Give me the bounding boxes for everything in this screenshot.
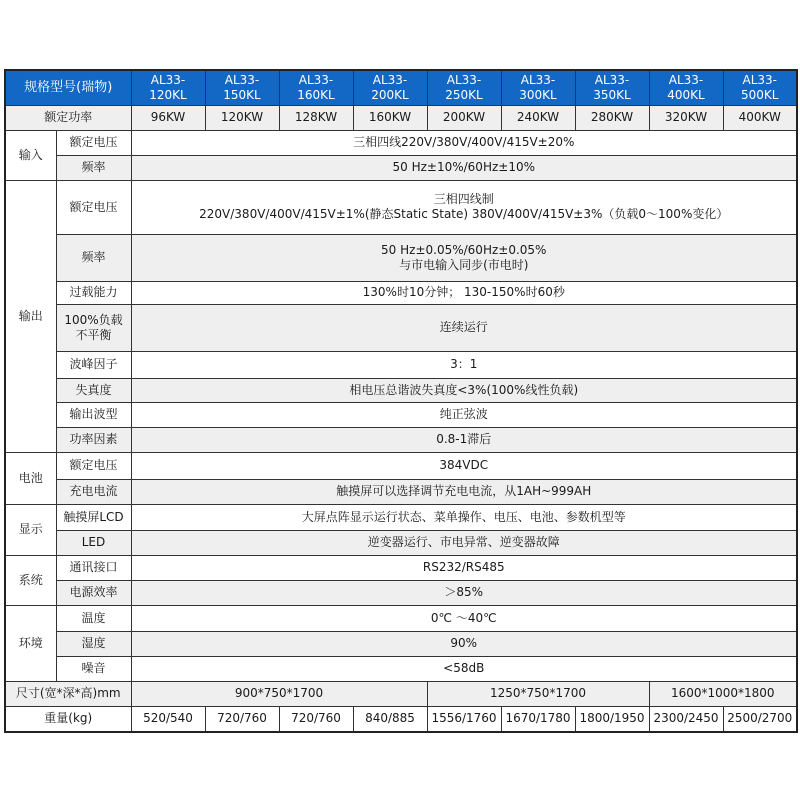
row-value: 90% xyxy=(131,631,797,656)
waveform-row xyxy=(5,402,797,427)
model-cell: AL33- 250KL xyxy=(427,70,501,105)
weight-value: 520/540 xyxy=(131,706,205,732)
row-label: 功率因素 xyxy=(56,427,131,452)
row-value: RS232/RS485 xyxy=(131,555,797,580)
power-value: 200KW xyxy=(427,105,501,130)
row-label: LED xyxy=(56,530,131,555)
row-label: 充电电流 xyxy=(56,479,131,504)
row-value: 逆变器运行、市电异常、逆变器故障 xyxy=(131,530,797,555)
weight-value: 720/760 xyxy=(205,706,279,732)
output-voltage-row xyxy=(5,180,797,234)
model-cell: AL33- 300KL xyxy=(501,70,575,105)
power-value: 128KW xyxy=(279,105,353,130)
power-value: 320KW xyxy=(649,105,723,130)
led-row xyxy=(5,530,797,555)
group-label-display: 显示 xyxy=(5,504,56,555)
row-label: 触摸屏LCD xyxy=(56,504,131,530)
weight-value: 1670/1780 xyxy=(501,706,575,732)
power-value: 400KW xyxy=(723,105,797,130)
weight-value: 1556/1760 xyxy=(427,706,501,732)
dimension-value: 1250*750*1700 xyxy=(427,681,649,706)
dimensions-row xyxy=(5,681,797,706)
comm-interface-row xyxy=(5,555,797,580)
row-label: 频率 xyxy=(56,155,131,180)
row-label: 频率 xyxy=(56,234,131,281)
row-label: 额定功率 xyxy=(5,105,131,130)
spec-table xyxy=(4,69,798,733)
input-voltage-row xyxy=(5,130,797,155)
row-value: 3：1 xyxy=(131,351,797,378)
weight-value: 2500/2700 xyxy=(723,706,797,732)
row-label: 噪音 xyxy=(56,656,131,681)
row-value: 384VDC xyxy=(131,452,797,479)
model-cell: AL33- 500KL xyxy=(723,70,797,105)
row-value: ＞85% xyxy=(131,580,797,605)
header-row xyxy=(5,70,797,105)
row-value: 三相四线220V/380V/400V/415V±20% xyxy=(131,130,797,155)
model-cell: AL33- 120KL xyxy=(131,70,205,105)
row-label: 100%负载不平衡 xyxy=(56,304,131,351)
model-cell: AL33- 400KL xyxy=(649,70,723,105)
row-value: 连续运行 xyxy=(131,304,797,351)
input-frequency-row xyxy=(5,155,797,180)
rated-power-row xyxy=(5,105,797,130)
row-label: 失真度 xyxy=(56,378,131,402)
model-cell: AL33- 160KL xyxy=(279,70,353,105)
distortion-row xyxy=(5,378,797,402)
weight-value: 1800/1950 xyxy=(575,706,649,732)
row-label: 湿度 xyxy=(56,631,131,656)
lcd-row xyxy=(5,504,797,530)
row-label: 波峰因子 xyxy=(56,351,131,378)
weight-value: 840/885 xyxy=(353,706,427,732)
row-value: 50 Hz±0.05%/60Hz±0.05% 与市电输入同步(市电时) xyxy=(131,234,797,281)
efficiency-row xyxy=(5,580,797,605)
row-label: 电源效率 xyxy=(56,580,131,605)
battery-voltage-row xyxy=(5,452,797,479)
row-label: 尺寸(宽*深*高)mm xyxy=(5,681,131,706)
power-factor-row xyxy=(5,427,797,452)
model-label: 规格型号(瑞物) xyxy=(5,70,131,105)
row-label: 额定电压 xyxy=(56,180,131,234)
row-label: 输出波型 xyxy=(56,402,131,427)
row-value: 相电压总谐波失真度<3%(100%线性负载) xyxy=(131,378,797,402)
power-value: 120KW xyxy=(205,105,279,130)
row-value: 50 Hz±10%/60Hz±10% xyxy=(131,155,797,180)
row-label: 重量(kg) xyxy=(5,706,131,732)
group-label-output: 输出 xyxy=(5,180,56,452)
charge-current-row xyxy=(5,479,797,504)
unbalance-row xyxy=(5,304,797,351)
row-value: 0℃ ～40℃ xyxy=(131,605,797,631)
weight-row xyxy=(5,706,797,732)
row-label: 通讯接口 xyxy=(56,555,131,580)
row-value: 大屏点阵显示运行状态、菜单操作、电压、电池、参数机型等 xyxy=(131,504,797,530)
crest-factor-row xyxy=(5,351,797,378)
power-value: 160KW xyxy=(353,105,427,130)
row-value: 触摸屏可以选择调节充电电流，从1AH~999AH xyxy=(131,479,797,504)
model-cell: AL33- 350KL xyxy=(575,70,649,105)
row-value: <58dB xyxy=(131,656,797,681)
output-frequency-row xyxy=(5,234,797,281)
weight-value: 720/760 xyxy=(279,706,353,732)
humidity-row xyxy=(5,631,797,656)
dimension-value: 900*750*1700 xyxy=(131,681,427,706)
row-label: 温度 xyxy=(56,605,131,631)
row-label: 额定电压 xyxy=(56,452,131,479)
noise-row xyxy=(5,656,797,681)
power-value: 280KW xyxy=(575,105,649,130)
weight-value: 2300/2450 xyxy=(649,706,723,732)
row-value: 0.8-1滞后 xyxy=(131,427,797,452)
row-value: 130%时10分钟； 130-150%时60秒 xyxy=(131,281,797,304)
row-value: 三相四线制 220V/380V/400V/415V±1%(静态Static State) 380V/400V/415V±3%（负载0～100%变化） xyxy=(131,180,797,234)
model-cell: AL33- 200KL xyxy=(353,70,427,105)
power-value: 240KW xyxy=(501,105,575,130)
group-label-battery: 电池 xyxy=(5,452,56,504)
power-value: 96KW xyxy=(131,105,205,130)
row-label: 过载能力 xyxy=(56,281,131,304)
group-label-environment: 环境 xyxy=(5,605,56,681)
row-label: 额定电压 xyxy=(56,130,131,155)
group-label-input: 输入 xyxy=(5,130,56,180)
overload-row xyxy=(5,281,797,304)
group-label-system: 系统 xyxy=(5,555,56,605)
dimension-value: 1600*1000*1800 xyxy=(649,681,797,706)
model-cell: AL33- 150KL xyxy=(205,70,279,105)
temperature-row xyxy=(5,605,797,631)
row-value: 纯正弦波 xyxy=(131,402,797,427)
